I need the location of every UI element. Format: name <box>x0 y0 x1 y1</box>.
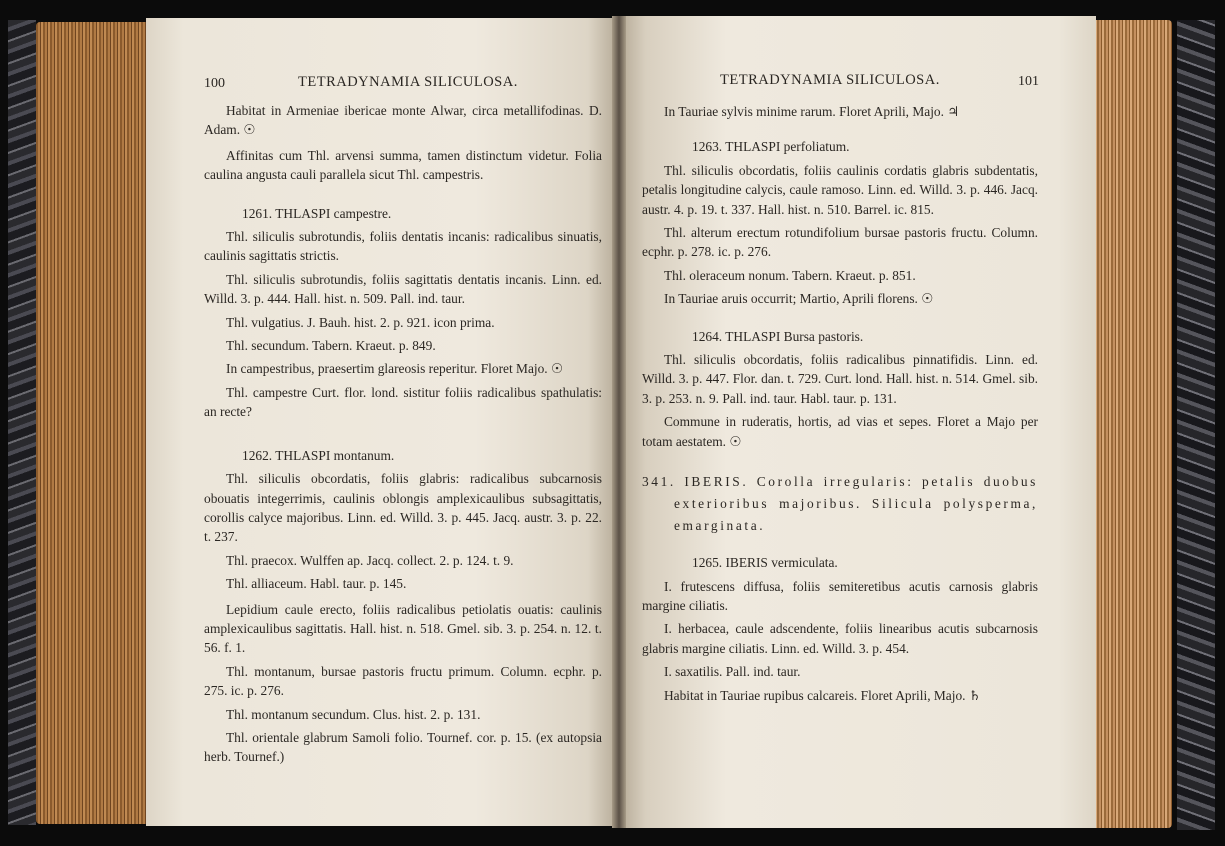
paragraph: Thl. siliculis obcordatis, foliis caulinis cordatis glabris subdentatis, petalis longitudine calycis, caule ramoso. Linn. ed. Willd. 3. p. 446. Jacq. austr. 4. p. 19. t. 337. Hall. hist. n. 510. Barrel. ic. 815. <box>642 162 1038 217</box>
paragraph: In Tauriae aruis occurrit; Martio, Aprili florens. ☉ <box>664 291 934 307</box>
paragraph: Thl. siliculis obcordatis, foliis glabris: radicalibus subcarnosis obouatis integerrimis, caulinis oblongis amplexicaulibus subsagittatis, corollis calyce majoribus. Linn. ed. Willd. 3. p. 445. Jacq. austr. 3. p. 22. t. 237. <box>204 471 602 545</box>
left-page-text <box>204 101 602 767</box>
genus-heading: 341. IBERIS. Corolla irregularis: petalis duobus exterioribus majoribus. Silicula polysperma, emarginata. <box>642 474 1038 534</box>
paragraph: Affinitas cum Thl. arvensi summa, tamen distinctum videtur. Folia caulina angusta cauli parallela sicut Thl. campestris. <box>204 147 602 183</box>
paragraph: Thl. montanum, bursae pastoris fructu primum. Column. ecphr. p. 275. ic. p. 276. <box>204 663 602 699</box>
paragraph: I. herbacea, caule adscendente, foliis linearibus acutis subcarnosis glabris margine ciliatis. Linn. ed. Willd. 3. p. 454. <box>642 621 1038 656</box>
paragraph: I. frutescens diffusa, foliis semiteretibus acutis carnosis glabris margine ciliatis. <box>642 578 1038 613</box>
right-page-number: 101 <box>1018 74 1039 89</box>
paragraph: Thl. vulgatius. J. Bauh. hist. 2. p. 921. icon prima. <box>226 314 495 330</box>
species-heading: 1261. THLASPI campestre. <box>242 205 392 221</box>
species-heading: 1263. THLASPI perfoliatum. <box>692 139 850 155</box>
page-edges-right <box>1092 20 1172 828</box>
paragraph: In campestribus, praesertim glareosis reperitur. Floret Majo. ☉ <box>226 361 564 377</box>
paragraph: In Tauriae sylvis minime rarum. Floret Aprili, Majo. ♃ <box>664 104 960 119</box>
paragraph: Thl. orientale glabrum Samoli folio. Tournef. cor. p. 15. (ex autopsia herb. Tournef.) <box>204 729 602 765</box>
paragraph: Thl. campestre Curt. flor. lond. sistitur foliis radicalibus spathulatis: an recte? <box>204 384 602 420</box>
right-running-head: TETRADYNAMIA SILICULOSA. <box>720 72 940 88</box>
paragraph: Thl. siliculis subrotundis, foliis sagittatis dentatis incanis. Linn. ed. Willd. 3. p. 444. Hall. hist. n. 509. Pall. ind. taur. <box>204 271 602 307</box>
right-page-text <box>642 102 1038 705</box>
paragraph: Thl. siliculis obcordatis, foliis radicalibus pinnatifidis. Linn. ed. Willd. 3. p. 447. Flor. dan. t. 729. Curt. lond. Hall. hist. n. 514. Gmel. sib. 3. p. 253. n. 9. Pall. ind. taur. Habl. taur. p. 131. <box>642 352 1038 406</box>
paragraph: Thl. alterum erectum rotundifolium bursae pastoris fructu. Column. ecphr. p. 278. ic. p. 276. <box>642 225 1038 260</box>
paragraph: Thl. siliculis subrotundis, foliis dentatis incanis: radicalibus sinuatis, caulinis sagittatis strictis. <box>204 229 602 264</box>
species-heading: 1265. IBERIS vermiculata. <box>692 555 838 571</box>
paragraph: Thl. oleraceum nonum. Tabern. Kraeut. p. 851. <box>664 267 916 283</box>
species-heading: 1262. THLASPI montanum. <box>242 447 395 463</box>
paragraph: Commune in ruderatis, hortis, ad vias et sepes. Floret a Majo per totam aestatem. ☉ <box>642 414 1038 449</box>
marbled-board-right <box>1177 20 1215 830</box>
paragraph: I. saxatilis. Pall. ind. taur. <box>664 664 801 680</box>
paragraph: Thl. alliaceum. Habl. taur. p. 145. <box>226 576 407 592</box>
paragraph: Habitat in Tauriae rupibus calcareis. Floret Aprili, Majo. ♄ <box>664 687 981 703</box>
left-page-number: 100 <box>204 76 225 91</box>
marbled-board-left <box>8 20 36 825</box>
paragraph: Thl. praecox. Wulffen ap. Jacq. collect. 2. p. 124. t. 9. <box>226 552 514 568</box>
paragraph: Thl. montanum secundum. Clus. hist. 2. p. 131. <box>226 706 481 722</box>
paragraph: Lepidium caule erecto, foliis radicalibus petiolatis ouatis: caulinis amplexicaulibus sagittatis. Hall. hist. n. 518. Gmel. sib. 3. p. 254. n. 12. t. 56. f. 1. <box>204 601 602 656</box>
paragraph: Habitat in Armeniae ibericae monte Alwar, circa metallifodinas. D. Adam. ☉ <box>204 103 602 138</box>
book-gutter <box>612 16 626 828</box>
species-heading: 1264. THLASPI Bursa pastoris. <box>692 328 864 344</box>
page-edges-left <box>36 22 148 824</box>
left-running-head: TETRADYNAMIA SILICULOSA. <box>298 74 518 90</box>
paragraph: Thl. secundum. Tabern. Kraeut. p. 849. <box>226 338 436 354</box>
